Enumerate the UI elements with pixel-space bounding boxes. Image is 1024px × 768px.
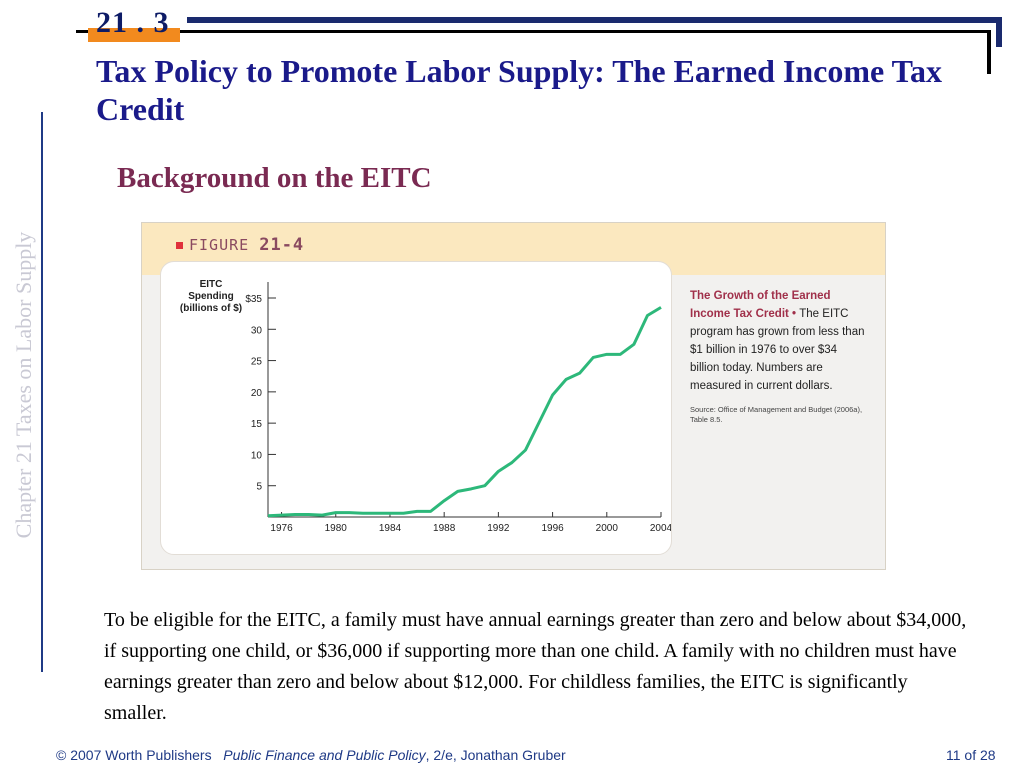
y-axis-label-line: (billions of $) <box>179 303 243 314</box>
eitc-line-chart <box>161 262 671 554</box>
chapter-label: Chapter 21 Taxes on Labor Supply <box>11 231 36 539</box>
page-number: 11 of 28 <box>946 747 996 763</box>
footer-book-rest: , 2/e, Jonathan Gruber <box>425 747 566 763</box>
section-number: 21 . 3 <box>96 6 170 39</box>
caption-bullet: • <box>788 308 800 320</box>
y-tick-label: $35 <box>245 294 262 305</box>
body-paragraph: To be eligible for the EITC, a family must have annual earnings greater than zero and below about $34,000, if supporting one child, or $36,000 if supporting more than one child. A family with no children must have earnings greater than zero and below about $12,000. For childless families, the EITC is significantly smaller. <box>104 609 967 724</box>
y-tick-label: 25 <box>250 356 262 368</box>
header-top-bar <box>187 17 1002 23</box>
header-right-bar <box>996 17 1002 47</box>
x-tick-label: 1976 <box>270 523 293 534</box>
x-tick-label: 1996 <box>541 523 564 534</box>
y-tick-label: 20 <box>250 387 262 399</box>
x-tick-label: 1984 <box>378 523 402 534</box>
x-tick-label: 2000 <box>595 523 618 534</box>
series-line-eitc <box>268 307 661 515</box>
x-tick-label: 1988 <box>433 523 456 534</box>
slide-subtitle: Background on the EITC <box>117 162 432 194</box>
y-tick-label: 10 <box>250 450 262 462</box>
footer-credit <box>56 747 566 763</box>
x-tick-label: 1980 <box>324 523 347 534</box>
figure-panel <box>141 222 886 570</box>
header-rule-tick <box>987 30 991 74</box>
caption-title: The Growth of the Earned Income Tax Credit <box>690 290 831 320</box>
y-tick-label: 15 <box>250 419 262 431</box>
footer-copyright: © 2007 Worth Publishers <box>56 747 212 763</box>
footer-book-title: Public Finance and Public Policy <box>223 747 426 763</box>
figure-label-prefix: FIGURE <box>189 236 250 254</box>
figure-bullet-icon <box>176 242 183 249</box>
header-rule <box>178 30 991 33</box>
figure-label <box>176 235 304 255</box>
figure-label-number: 21-4 <box>259 235 305 255</box>
slide-title: Tax Policy to Promote Labor Supply: The Earned Income Tax Credit <box>96 53 943 127</box>
figure-source: Source: Office of Management and Budget (2006a), Table 8.5. <box>690 405 863 424</box>
figure-caption <box>690 287 868 395</box>
y-axis-label-line: EITC <box>199 279 223 290</box>
y-tick-label: 5 <box>256 481 262 493</box>
x-tick-label: 1992 <box>487 523 510 534</box>
y-axis-label-line: Spending <box>188 291 234 302</box>
x-tick-label: 2004 <box>649 523 671 534</box>
caption-body: The EITC program has grown from less than $1 billion in 1976 to over $34 billion today. Numbers are measured in current dollars. <box>690 308 865 392</box>
chart-panel <box>160 261 672 555</box>
y-tick-label: 30 <box>250 325 262 337</box>
sidebar-rule <box>41 112 43 672</box>
